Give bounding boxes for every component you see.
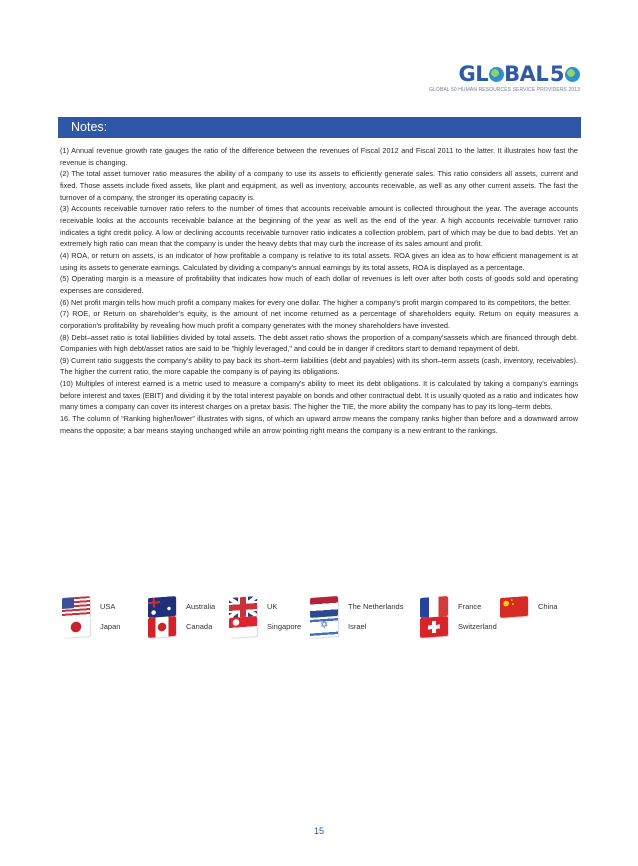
france-flag-icon — [420, 596, 448, 618]
flag-legend-row-1 — [62, 597, 582, 619]
israel-flag-icon: ✡ — [310, 616, 338, 638]
switzerland-flag-icon — [420, 616, 448, 638]
note-3: (3) Accounts receivable turnover ratio refers to the number of times that accounts receivable amount is collected throughout the year. The average accounts receivable looks at the accounts receivable balance at the beginning of the year as well as the end of the year. A high accounts receivable turnover ratio indicates a tight credit policy. A low or declining accounts receivable turnover ratio indicates a collection problem, part of which may be due to bad debts. Yet an extremely high ratio can mean that the company is under the heavy debts that may curb the increase of its sales amount and profit. — [60, 204, 578, 249]
note-4: (4) ROA, or return on assets, is an indicator of how profitable a company is relative to its total assets. ROA gives an idea as to how efficient management is at using its assets to generate earnings. Calculated by dividing a company's annual earnings by its total assets, ROA is displayed as a percentage. — [60, 250, 578, 272]
australia-flag-icon — [148, 596, 176, 618]
note-9: (9) Current ratio suggests the company's ability to pay back its short–term liabilities (debt and payables) with its short–term assets (cash, inventory, receivables). The higher the current ratio, the more capable the company is of paying its obligations. — [60, 355, 578, 377]
flag-label-usa: USA — [100, 602, 116, 611]
note-7: (7) ROE, or Return on shareholder’s equity, is the amount of net income returned as a percentage of shareholders equity. Return on equity measures a corporation's profitability by revealing how much profit a company generates with the money shareholders have invested. — [60, 309, 578, 330]
logo-text-bal: BAL — [504, 62, 549, 86]
flag-label-switzerland: Switzerland — [458, 622, 497, 631]
flag-label-canada: Canada — [186, 622, 213, 631]
flag-label-netherlands: The Netherlands — [348, 602, 404, 611]
flag-label-singapore: Singapore — [267, 622, 302, 631]
note-2: (2) The total asset turnover ratio measures the ability of a company to use its assets to efficiently generate sales. This ratio considers all assets, current and fixed. Those assets include fixed assets, like plant and equipment, as well as inventory, accounts receivable, as well as any other current assets. The fast the turnover of a company, the stronger its operating capacity is. — [60, 169, 578, 202]
flag-label-israel: Israel — [348, 622, 367, 631]
flag-legend-row-2 — [62, 617, 582, 639]
global-50-logo — [429, 63, 580, 93]
notes-heading: Notes: — [58, 117, 581, 138]
flag-label-uk: UK — [267, 602, 278, 611]
globe-zero-icon — [565, 67, 580, 82]
canada-flag-icon — [148, 616, 176, 638]
uk-flag-icon — [229, 596, 257, 618]
note-10: (10) Multiples of interest earned is a metric used to measure a company's ability to meet its debt obligations. It is calculated by taking a company's earnings before interest and taxes (EBIT) and dividing it by the total interest payable on bonds and other contractual debt. It is usually quoted as a ratio and indicates how many times a company can cover its interest charges on a pretax basis. The higher the TIE, the more ability the company has to pay its long–term debts. — [60, 379, 578, 412]
japan-flag-icon — [62, 616, 90, 638]
logo-text-gl: GL — [458, 62, 489, 86]
flag-label-australia: Australia — [186, 602, 216, 611]
globe-icon — [489, 67, 504, 82]
note-16: 16. The column of “Ranking higher/lower” illustrates with signs, of which an upward arrow means the company ranks higher than before and a downward arrow means the opposite; a bar means staying unchanged while an arrow pointing right means the company is a new entrant to the rankings. — [60, 414, 578, 435]
page-number: 15 — [313, 826, 324, 836]
logo-wordmark — [429, 63, 580, 85]
usa-flag-icon — [62, 596, 90, 618]
logo-subtitle: GLOBAL 50 HUMAN RESOURCES SERVICE PROVIDERS 2013 — [429, 87, 580, 93]
flag-label-france: France — [458, 602, 482, 611]
china-flag-icon — [500, 596, 528, 618]
note-5: (5) Operating margin is a measure of profitability that indicates how much of each dollar of revenues is left over after both costs of goods sold and operating expenses are considered. — [60, 274, 578, 295]
notes-body — [60, 145, 578, 436]
flag-label-japan: Japan — [100, 622, 121, 631]
logo-text-5: 5 — [549, 62, 564, 86]
note-8: (8) Debt–asset ratio is total liabilities divided by total assets. The debt asset ratio shows the proportion of a company'sassets which are financed through debt. Companies with high debt/asset ratios are said to be "highly leveraged," and could be in danger if creditors start to demand repayment of debt. — [60, 332, 578, 354]
note-1: (1) Annual revenue growth rate gauges the ratio of the difference between the revenues of Fiscal 2012 and Fiscal 2011 to the latter. It illustrates how fast the revenue is changing. — [60, 146, 578, 167]
netherlands-flag-icon — [310, 596, 338, 618]
singapore-flag-icon — [229, 616, 257, 638]
flag-label-china: China — [538, 602, 558, 611]
note-6: (6) Net profit margin tells how much profit a company makes for every one dollar. The higher a company's profit margin compared to its competitors, the better. — [60, 297, 572, 307]
